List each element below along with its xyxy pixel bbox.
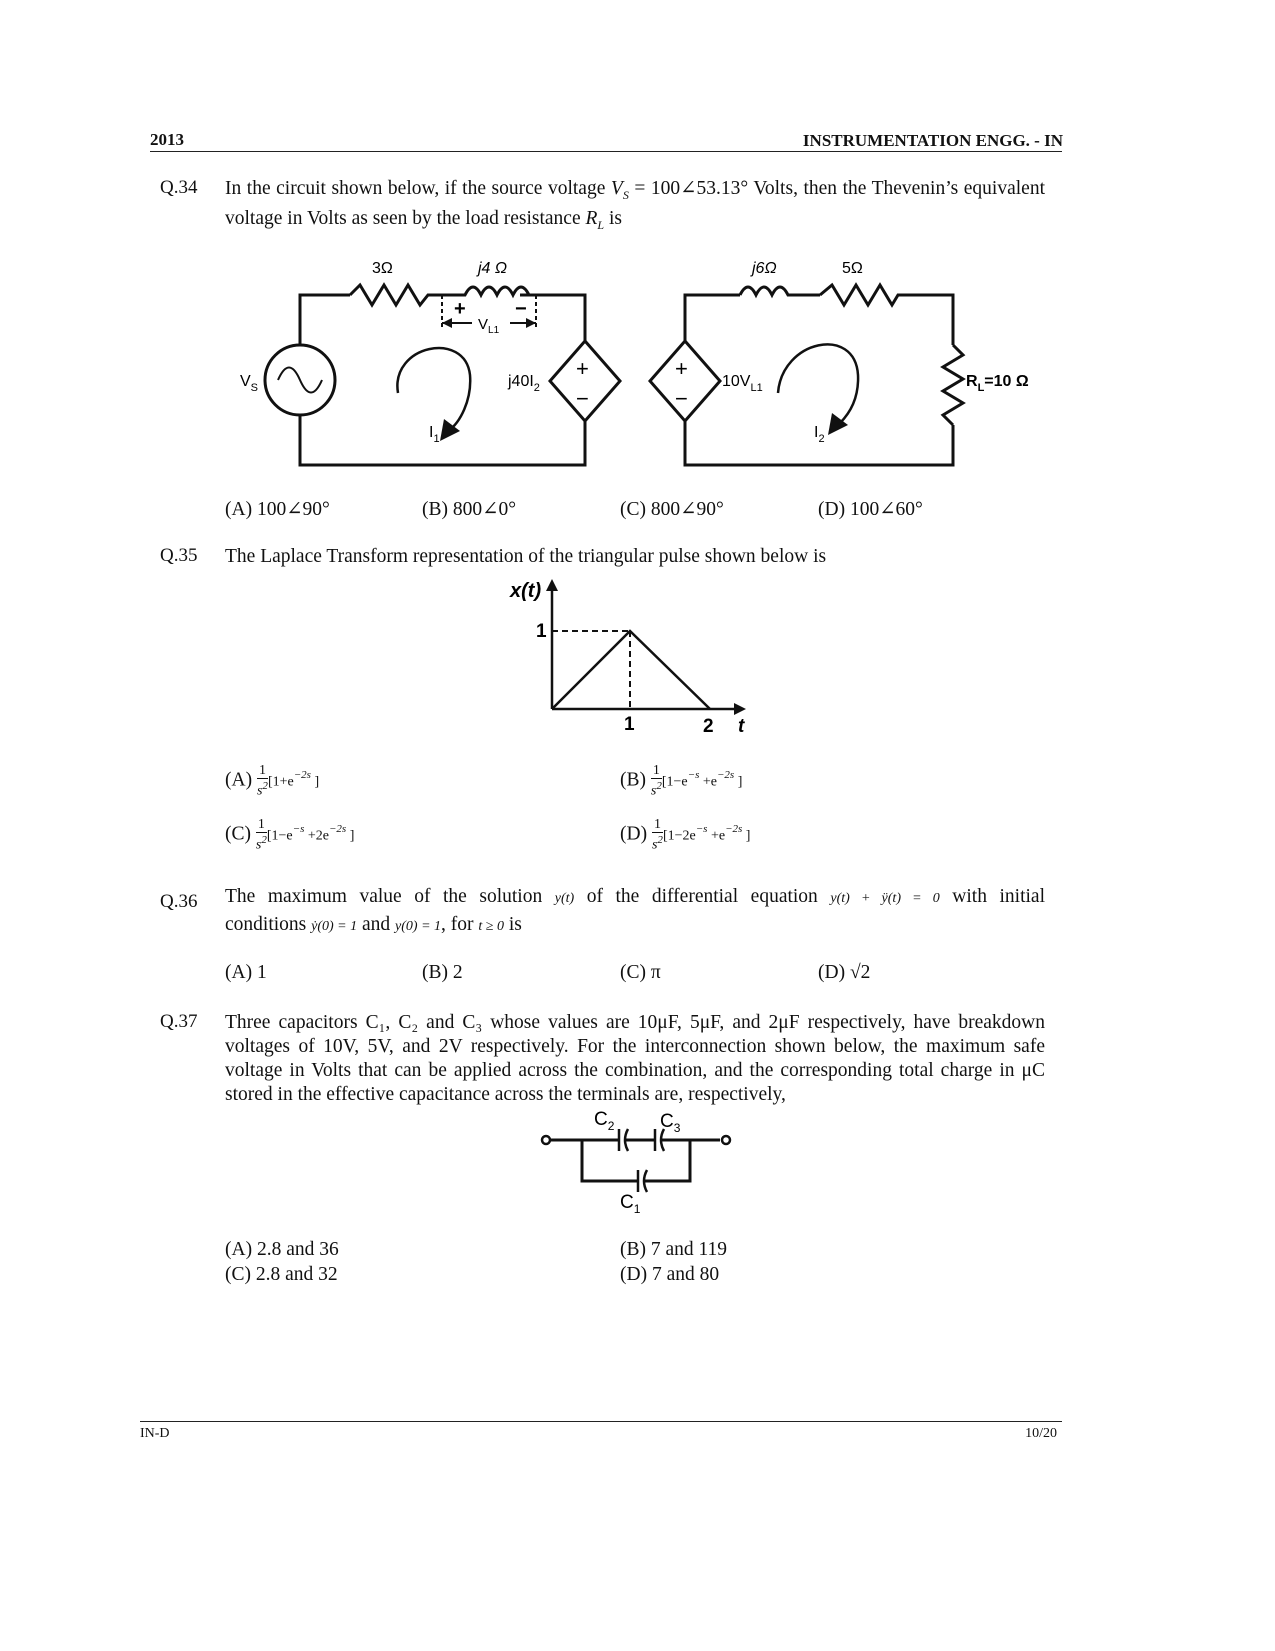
i1-label: $I_1$: [429, 424, 440, 445]
ccvs-minus: −: [576, 386, 589, 411]
vcvs-minus: −: [675, 386, 688, 411]
q34-text: In the circuit shown below, if the source voltage $V_S$ = 100∠53.13° Volts, then the Thevenin’s equivalent voltage in Volts as seen by the load resistance $R_L$ is: [225, 178, 1045, 232]
q34-option-b[interactable]: (B) 800∠0°: [422, 499, 517, 520]
q35-option-d[interactable]: (D) $\frac{1}{s^2}$ [$1-2e^{-s} +e^{-2s}$ ]: [620, 817, 751, 853]
q37-option-b[interactable]: (B) 7 and 119: [620, 1239, 728, 1260]
q35-number: Q.35: [160, 545, 198, 566]
q35-option-a[interactable]: (A) $\frac{1}{s^2}$ [$1+e^{-2s}$ ]: [225, 763, 320, 799]
footer-code: IN-D: [140, 1426, 170, 1441]
terminal-left: [542, 1136, 550, 1144]
c1-label: $C_1$: [620, 1192, 641, 1216]
header-subject: INSTRUMENTATION ENGG. - IN: [802, 131, 1063, 150]
q36-option-a[interactable]: (A) 1: [225, 962, 267, 983]
header-year: 2013: [150, 130, 184, 149]
vl1-plus: +: [454, 298, 466, 320]
q35-option-b[interactable]: (B) $\frac{1}{s^2}$ [$1-e^{-s} +e^{-2s}$ ]: [620, 763, 743, 799]
terminal-right: [722, 1136, 730, 1144]
ac-source-icon: [278, 368, 322, 393]
q35-text: The Laplace Transform representation of the triangular pulse shown below is: [225, 546, 827, 567]
q35-option-c[interactable]: (C) $\frac{1}{s^2}$ [$1-e^{-s} +2e^{-2s}$ ]: [225, 817, 355, 853]
c3-label: $C_3$: [660, 1111, 681, 1135]
q37-option-c[interactable]: (C) 2.8 and 32: [225, 1264, 338, 1285]
vcvs-label: $10V_{L1}$: [722, 373, 763, 394]
q34-option-a[interactable]: (A) 100∠90°: [225, 499, 330, 520]
q36-option-d[interactable]: (D) √2: [818, 962, 871, 983]
i2-label: $I_2$: [814, 424, 825, 445]
ccvs-label: $j40I_2$: [508, 373, 540, 394]
q34-option-d[interactable]: (D) 100∠60°: [818, 499, 923, 520]
q35-triangular-pulse-graph: [500, 575, 760, 765]
q34-circuit-diagram: [220, 245, 1060, 480]
footer-rule: [140, 1421, 1062, 1422]
q34-number: Q.34: [160, 177, 198, 198]
q34-option-c[interactable]: (C) 800∠90°: [620, 499, 724, 520]
q36-text-line2: conditions ẏ(0) = 1 and y(0) = 1, for t ≥ 0 is: [225, 914, 522, 935]
vs-label: $V_S$: [240, 373, 259, 394]
graph-xtick-2: 2: [703, 716, 714, 737]
footer-page: 10/20: [1025, 1426, 1057, 1441]
ccvs-plus: +: [576, 356, 589, 381]
graph-xlabel: t: [738, 716, 745, 737]
q36-number: Q.36: [160, 891, 198, 912]
q37-option-d[interactable]: (D) 7 and 80: [620, 1264, 720, 1285]
vl1-minus: −: [515, 298, 527, 320]
l1-label: j4 Ω: [478, 260, 508, 277]
graph-ytick-1: 1: [536, 621, 547, 642]
q36-option-c[interactable]: (C) π: [620, 962, 661, 983]
q37-number: Q.37: [160, 1011, 198, 1032]
q37-text: Three capacitors C₁, C₂ and C₃ whose values are 10μF, 5μF, and 2μF respectively, have breakdown voltages of 10V, 5V, and 2V respectively. For the interconnection shown below, the maximum safe voltage in Volts that can be applied across the combination, and the corresponding total charge in μC stored in the effective capacitance across the terminals are, respectively,: [225, 1012, 1045, 1105]
vcvs-plus: +: [675, 356, 688, 381]
c2-label: $C_2$: [594, 1109, 615, 1133]
q37-capacitor-diagram: [530, 1103, 745, 1218]
q36-text-line1: The maximum value of the solution y(t) of the differential equation y(t) + ÿ(t) = 0 with initial: [225, 886, 1046, 907]
r1-label: 3Ω: [372, 260, 393, 277]
q37-option-a[interactable]: (A) 2.8 and 36: [225, 1239, 339, 1260]
q36-option-b[interactable]: (B) 2: [422, 962, 463, 983]
vl1-label: $V_{L1}$: [478, 316, 500, 336]
graph-xtick-1: 1: [624, 714, 635, 735]
header-rule: [150, 151, 1062, 152]
rl-label: $R_L=10$ Ω: [966, 373, 1029, 394]
graph-ylabel: x(t): [510, 580, 542, 602]
r2-label: 5Ω: [842, 260, 863, 277]
l2-label: j6Ω: [752, 260, 777, 277]
